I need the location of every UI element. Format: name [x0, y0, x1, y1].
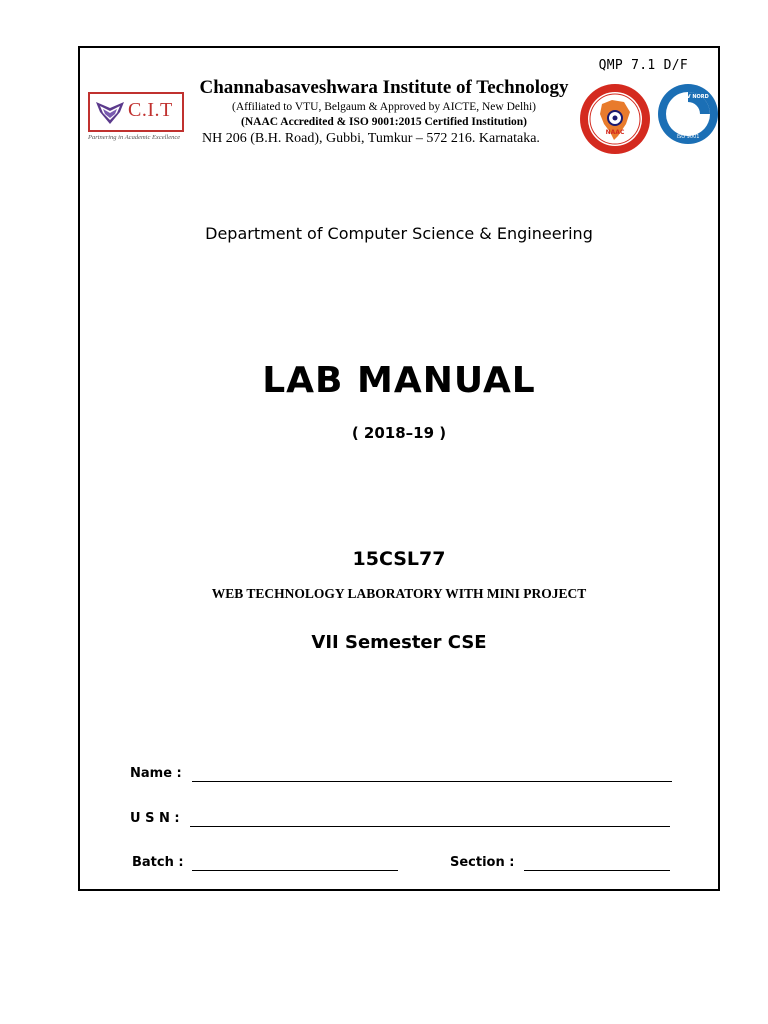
- cit-logo: [88, 92, 184, 132]
- tuv-seal-sub: ISO 9001: [676, 134, 700, 140]
- name-label: Name :: [130, 766, 182, 781]
- semester: VII Semester CSE: [311, 632, 487, 653]
- institute-address: NH 206 (B.H. Road), Gubbi, Tumkur – 572 216. Karnataka.: [202, 131, 540, 146]
- department-name: Department of Computer Science & Engineering: [205, 224, 593, 243]
- batch-label: Batch :: [132, 855, 184, 870]
- usn-field[interactable]: [190, 826, 670, 827]
- institute-affiliation: (Affiliated to VTU, Belgaum & Approved by AICTE, New Delhi): [232, 101, 536, 113]
- cit-logo-text: C.I.T: [128, 99, 173, 121]
- document-title: LAB MANUAL: [262, 360, 536, 401]
- naac-seal-icon: [578, 82, 652, 156]
- cit-emblem-icon: [94, 98, 126, 128]
- batch-field[interactable]: [192, 870, 398, 871]
- tuv-nord-seal-icon: [656, 82, 720, 146]
- section-field[interactable]: [524, 870, 670, 871]
- section-label: Section :: [450, 855, 515, 870]
- institute-name: Channabasaveshwara Institute of Technology: [199, 77, 569, 98]
- tuv-seal-label: TÜV NORD: [679, 94, 709, 100]
- course-code: 15CSL77: [352, 548, 446, 570]
- naac-seal-label: NAAC: [605, 129, 625, 136]
- institute-header: [186, 76, 582, 148]
- course-name: WEB TECHNOLOGY LABORATORY WITH MINI PROJECT: [211, 586, 587, 601]
- usn-label: U S N :: [130, 811, 180, 826]
- academic-year: ( 2018–19 ): [351, 424, 447, 442]
- name-field[interactable]: [192, 781, 672, 782]
- form-code: QMP 7.1 D/F: [598, 58, 688, 73]
- logo-tagline: Partnering in Academic Excellence: [88, 134, 181, 141]
- page-border: [78, 46, 720, 891]
- institute-accreditation: (NAAC Accredited & ISO 9001:2015 Certified Institution): [241, 116, 527, 128]
